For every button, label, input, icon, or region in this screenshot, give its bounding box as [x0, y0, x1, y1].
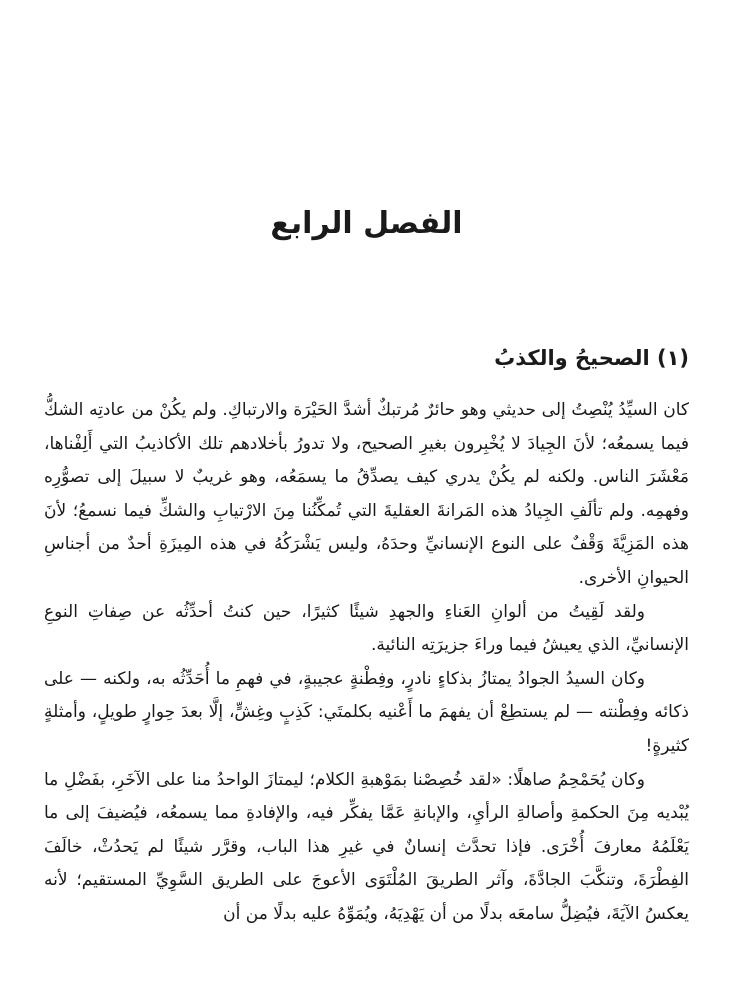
paragraph-2: ولقد لَقِيتُ من ألوانِ العَناءِ والجهدِ شيئًا كثيرًا، حين كنتُ أحدِّثُه عن صِفاتِ النوعِ الإنسانيِّ، الذي يعيشُ فيما وراءَ جزيرَتِه النائية.: [44, 601, 689, 656]
paragraph-1: كان السيِّدُ يُنْصِتُ إلى حديثي وهو حائرٌ مُرتبكٌ أشدَّ الحَيْرَة والارتباكِ. ولم يكُنْ من عادتِه الشكُّ فيما يسمعُه؛ لأنَ الجِيادَ لا يُخْبِرون بغيرِ الصحيح، ولا تدورُ بأخلادهم تلك الأكاذيبُ التي أَلِفْناها، مَعْشَرَ الناس. ولكنه لم يكُنْ يدري كيف يصدِّقُ ما يسمَعُه، وهو غريبٌ لا سبيلَ إلى تصوُّرِه وفهمِه. ولم تألَفِ الجِيادُ هذه المَرانةَ العقليةَ التي تُمكِّنُنا مِنَ الارْتيابِ والشكِّ فيما نسمعُ؛ لأنَ هذه المَزِيَّةَ وَقْفٌ على النوع الإنسانيِّ وحدَهُ، وليس يَشْرَكُهُ في هذه المِيزَةِ أحدٌ من أجناسِ الحيوانِ الأخرى.: [44, 400, 689, 588]
section-heading: (١) الصحيحُ والكذبُ: [494, 346, 689, 370]
chapter-title: الفصل الرابع: [270, 206, 463, 241]
body-text: [44, 394, 689, 932]
paragraph-4: وكان يُحَمْحِمُ صاهلًا: «لقد خُصِصْنا بمَوْهبةِ الكلام؛ ليمتازَ الواحدُ منا على الآخَرِ، بفَضْلِ ما يُبْديه مِنَ الحكمةِ وأصالةِ الرأيِ، والإبانةِ عَمَّا يفكِّر فيه، والإفادةِ مما يسمعُه، فيُضيفَ إلى ما يَعْلَمُهُ معارفَ أُخْرَى. فإذا تحدَّث إنسانٌ في غيرِ هذا الباب، وقرَّر شيئًا لم يَحدُثْ، خالَفَ الفِطْرَةَ، وتنكَّبَ الجادَّةَ، وآثر الطريقَ المُلْتَوَى الأعوجَ على الطريق السَّوِيِّ المستقيم؛ لأنه يعكسُ الآيَةَ، فيُضِلُّ سامعَه بدلًا من أن يَهْدِيَهُ، ويُمَوِّهُ عليه بدلًا من أن: [44, 769, 689, 924]
paragraph-3: وكان السيدُ الجوادُ يمتازُ بذكاءٍ نادرٍ، وفِطْنةٍ عجيبةٍ، في فهمِ ما أُحَدِّثُه به، ولكنه — على ذكائه وفِطْنته — لم يستطِعْ أن يفهمَ ما أَعْنيه بكلمتَي: كَذِبٍ وغِشٍّ، إلَّا بعدَ حِوارٍ طويلٍ، وأمثلةٍ كثيرةٍ!: [44, 668, 689, 756]
